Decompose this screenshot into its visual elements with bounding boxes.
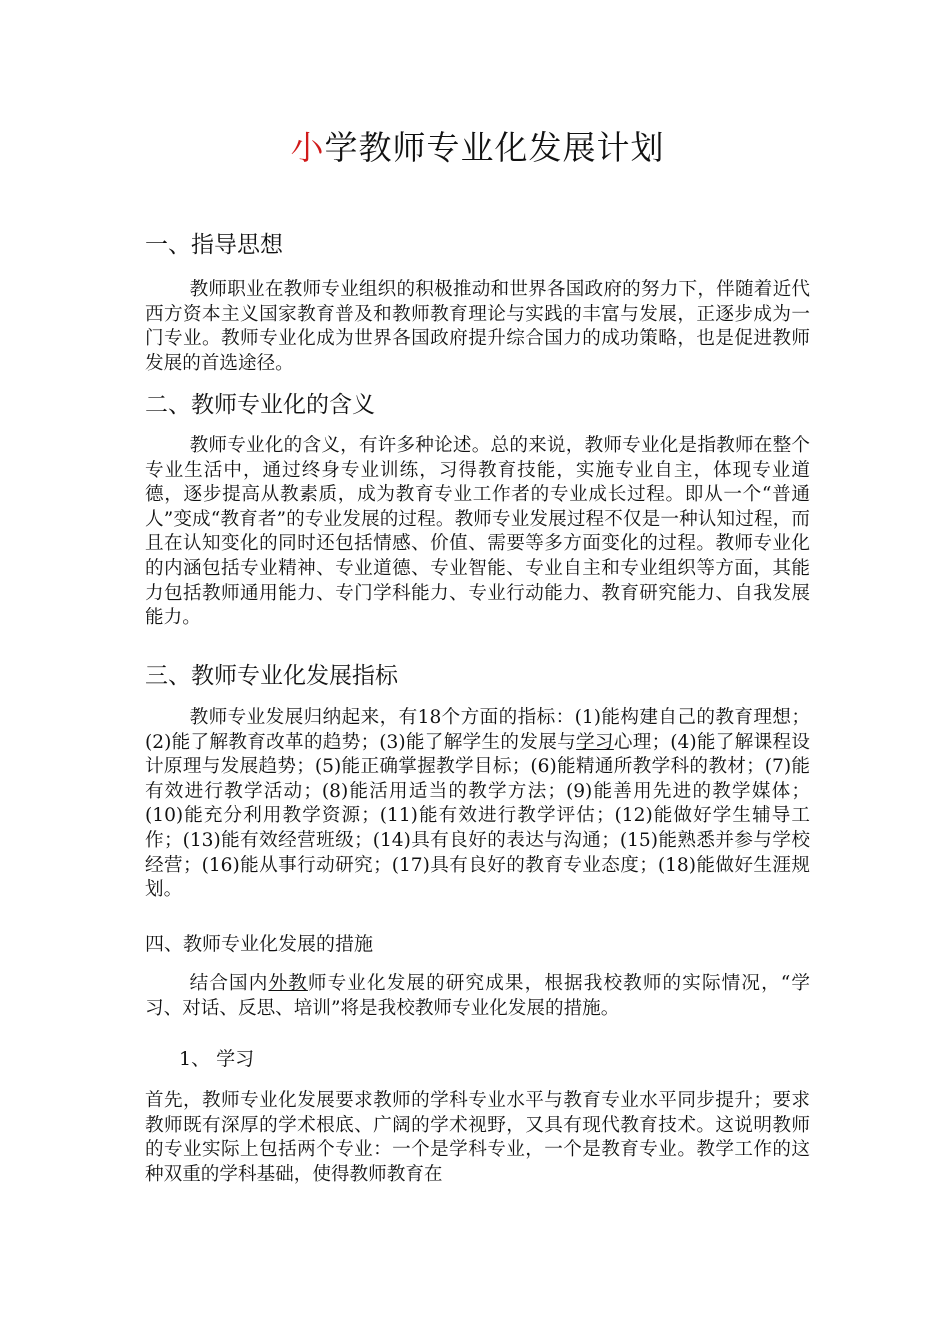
section-1-heading: 一、指导思想 xyxy=(145,232,283,258)
section-1-paragraph: 教师职业在教师专业组织的积极推动和世界各国政府的努力下，伴随着近代西方资本主义国家教育普及和教师教育理论与实践的丰富与发展，正逐步成为一门专业。教师专业化成为世界各国政府提升综合国力的成功策略，也是促进教师发展的首选途径。 xyxy=(145,279,810,374)
section-2-paragraph: 教师专业化的含义，有许多种论述。总的来说，教师专业化是指教师在整个专业生活中，通过终身专业训练，习得教育技能，实施专业自主，体现专业道德，逐步提高从教素质，成为教育专业工作者的专业成长过程。即从一个“普通人”变成“教育者”的专业发展的过程。教师专业发展过程不仅是一种认知过程，而且在认知变化的同时还包括情感、价值、需要等多方面变化的过程。教师专业化的内涵包括专业精神、专业道德、专业智能、专业自主和专业组织等方面，其能力包括教师通用能力、专门学科能力、专业行动能力、教育研究能力、自我发展能力。 xyxy=(145,435,810,629)
section-3-text-a: 教师专业发展归纳起来，有18个方面的指标：(1)能构建自己的教育理想；(2)能了解教育改革的趋势；(3)能了解学生的发展与 xyxy=(145,707,810,753)
section-4-paragraph xyxy=(145,972,810,1021)
section-4-link-waijiao[interactable]: 外教 xyxy=(268,973,308,994)
subsection-1-label: 1、 学习 xyxy=(179,1048,255,1070)
section-4-heading: 四、教师专业化发展的措施 xyxy=(145,933,374,955)
title-first-char: 小 xyxy=(290,128,325,167)
section-2-heading: 二、教师专业化的含义 xyxy=(145,392,375,418)
subsection-1-paragraph: 首先，教师专业化发展要求教师的学科专业水平与教育专业水平同步提升；要求教师既有深厚的学术根底、广阔的学术视野，又具有现代教育技术。这说明教师的专业实际上包括两个专业：一个是学科专业，一个是教育专业。教学工作的这种双重的学科基础，使得教师教育在 xyxy=(145,1090,810,1185)
section-3-paragraph xyxy=(145,706,810,903)
section-3-text-b: 心理；(4)能了解课程设计原理与发展趋势；(5)能正确掌握教学目标；(6)能精通所教学科的教材；(7)能有效进行教学活动；(8)能活用适当的教学方法；(9)能善用先进的教学媒体；(10)能充分利用教学资源；(11)能有效进行教学评估；(12)能做好学生辅导工作；(13)能有效经营班级；(14)具有良好的表达与沟通；(15)能熟悉并参与学校经营；(16)能从事行动研究；(17)具有良好的教育专业态度；(18)能做好生涯规划。 xyxy=(145,731,810,901)
section-4-text-a: 结合国内 xyxy=(189,973,269,994)
section-3-heading: 三、教师专业化发展指标 xyxy=(145,663,398,689)
section-4-text-b: 师专业化发展的研究成果，根据我校教师的实际情况，“学习、对话、反思、培训”将是我校教师专业化发展的措施。 xyxy=(145,973,810,1019)
section-3-link-xuexi[interactable]: 学习 xyxy=(576,731,614,753)
title-rest: 学教师专业化发展计划 xyxy=(324,128,665,167)
page-title xyxy=(145,122,810,169)
